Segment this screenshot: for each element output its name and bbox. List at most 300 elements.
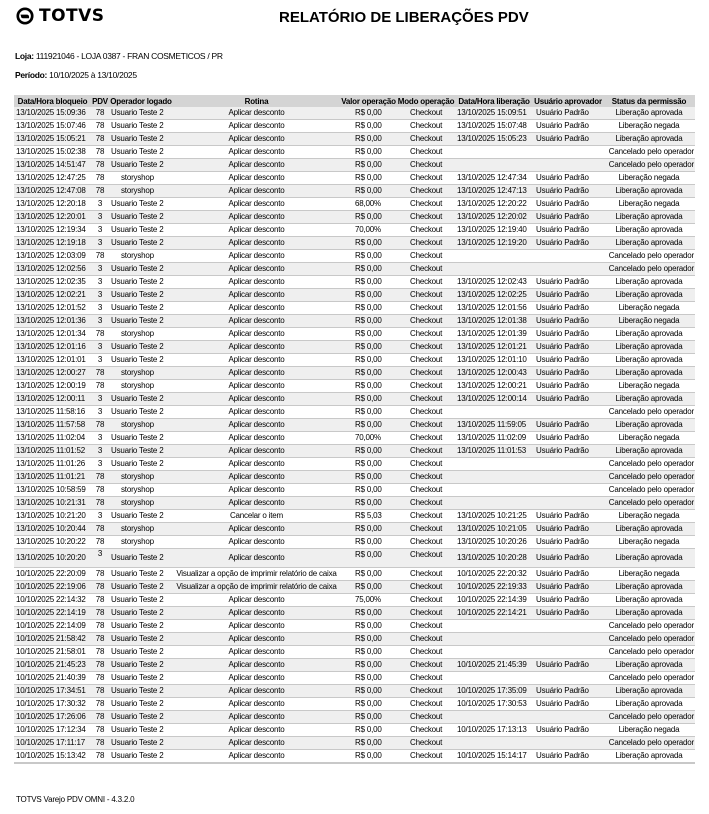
cell-operador: Usuario Teste 2 [109,354,173,367]
cell-usuario-aprovador [533,458,603,471]
cell-data-hora-bloqueio: 13/10/2025 11:01:52 [14,445,91,458]
cell-modo: Checkout [397,432,455,445]
table-row [14,263,695,276]
cell-data-hora-liberacao [455,737,533,750]
cell-rotina: Aplicar desconto [173,737,340,750]
cell-modo: Checkout [397,568,455,581]
cell-data-hora-liberacao [455,633,533,646]
cell-status: Liberação negada [603,315,695,328]
col-pdv: PDV [92,96,108,106]
cell-operador: Usuario Teste 2 [109,432,173,445]
cell-valor: R$ 0,00 [340,737,397,750]
cell-usuario-aprovador: Usuário Padrão [533,568,603,581]
cell-status: Cancelado pelo operador [603,737,695,750]
cell-data-hora-liberacao: 13/10/2025 10:21:05 [455,523,533,536]
cell-data-hora-liberacao: 10/10/2025 22:14:21 [455,607,533,620]
cell-status: Cancelado pelo operador [603,711,695,724]
cell-modo: Checkout [397,458,455,471]
cell-usuario-aprovador [533,711,603,724]
table-row [14,172,695,185]
table-row [14,315,695,328]
cell-valor: R$ 0,00 [340,133,397,146]
cell-status: Liberação aprovada [603,328,695,341]
cell-status: Liberação aprovada [603,659,695,672]
cell-modo: Checkout [397,549,455,568]
table-row [14,432,695,445]
cell-modo: Checkout [397,328,455,341]
cell-rotina: Aplicar desconto [173,172,340,185]
cell-usuario-aprovador [533,633,603,646]
cell-data-hora-liberacao: 10/10/2025 22:19:33 [455,581,533,594]
cell-data-hora-liberacao: 13/10/2025 12:02:25 [455,289,533,302]
cell-data-hora-liberacao: 13/10/2025 12:01:56 [455,302,533,315]
cell-rotina: Aplicar desconto [173,724,340,737]
cell-data-hora-bloqueio: 13/10/2025 10:58:59 [14,484,91,497]
cell-valor: R$ 0,00 [340,549,397,568]
cell-data-hora-bloqueio: 10/10/2025 22:14:09 [14,620,91,633]
cell-modo: Checkout [397,172,455,185]
cell-data-hora-bloqueio: 10/10/2025 22:14:32 [14,594,91,607]
cell-status: Liberação aprovada [603,607,695,620]
cell-modo: Checkout [397,445,455,458]
cell-pdv: 78 [91,367,109,380]
cell-usuario-aprovador: Usuário Padrão [533,185,603,198]
cell-valor: R$ 0,00 [340,724,397,737]
cell-modo: Checkout [397,633,455,646]
cell-operador: Usuario Teste 2 [109,263,173,276]
cell-operador: Usuario Teste 2 [109,568,173,581]
cell-data-hora-liberacao: 13/10/2025 12:01:38 [455,315,533,328]
cell-status: Liberação aprovada [603,523,695,536]
cell-modo: Checkout [397,380,455,393]
cell-modo: Checkout [397,224,455,237]
cell-usuario-aprovador [533,159,603,172]
cell-usuario-aprovador: Usuário Padrão [533,315,603,328]
table-row [14,380,695,393]
table-row [14,484,695,497]
cell-valor: R$ 0,00 [340,607,397,620]
cell-data-hora-liberacao: 13/10/2025 12:01:10 [455,354,533,367]
cell-pdv: 3 [91,237,109,250]
store-value: 111921046 - LOJA 0387 - FRAN COSMETICOS / PR [33,51,223,61]
cell-data-hora-bloqueio: 10/10/2025 17:30:32 [14,698,91,711]
cell-valor: R$ 0,00 [340,302,397,315]
cell-data-hora-bloqueio: 13/10/2025 12:47:25 [14,172,91,185]
cell-data-hora-liberacao: 10/10/2025 17:13:13 [455,724,533,737]
cell-data-hora-liberacao [455,458,533,471]
cell-operador: storyshop [109,250,173,263]
table-row [14,107,695,120]
cell-data-hora-liberacao: 13/10/2025 15:05:23 [455,133,533,146]
cell-valor: R$ 0,00 [340,263,397,276]
cell-data-hora-liberacao: 13/10/2025 12:20:02 [455,211,533,224]
cell-operador: Usuario Teste 2 [109,237,173,250]
cell-modo: Checkout [397,237,455,250]
cell-operador: storyshop [109,497,173,510]
cell-operador: Usuario Teste 2 [109,698,173,711]
table-row [14,659,695,672]
table-row [14,211,695,224]
cell-rotina: Aplicar desconto [173,698,340,711]
cell-modo: Checkout [397,107,455,120]
cell-data-hora-bloqueio: 13/10/2025 10:20:20 [14,549,91,568]
cell-data-hora-bloqueio: 10/10/2025 21:58:01 [14,646,91,659]
cell-pdv: 78 [91,750,109,764]
cell-data-hora-bloqueio: 10/10/2025 21:58:42 [14,633,91,646]
cell-usuario-aprovador: Usuário Padrão [533,289,603,302]
cell-status: Liberação aprovada [603,750,695,764]
table-row [14,510,695,523]
cell-valor: R$ 0,00 [340,536,397,549]
cell-rotina: Aplicar desconto [173,367,340,380]
cell-modo: Checkout [397,263,455,276]
cell-rotina: Aplicar desconto [173,594,340,607]
cell-data-hora-liberacao [455,484,533,497]
cell-data-hora-liberacao: 13/10/2025 10:20:26 [455,536,533,549]
cell-valor: R$ 0,00 [340,159,397,172]
cell-pdv: 3 [91,432,109,445]
cell-valor: R$ 0,00 [340,380,397,393]
cell-data-hora-bloqueio: 13/10/2025 12:01:34 [14,328,91,341]
cell-valor: R$ 0,00 [340,620,397,633]
cell-valor: 68,00% [340,198,397,211]
cell-usuario-aprovador: Usuário Padrão [533,133,603,146]
period-label: Período: [15,70,48,80]
cell-data-hora-bloqueio: 13/10/2025 12:02:35 [14,276,91,289]
cell-valor: R$ 0,00 [340,445,397,458]
cell-status: Cancelado pelo operador [603,263,695,276]
cell-modo: Checkout [397,276,455,289]
cell-valor: R$ 0,00 [340,419,397,432]
cell-status: Liberação aprovada [603,289,695,302]
cell-status: Liberação negada [603,172,695,185]
cell-rotina: Visualizar a opção de imprimir relatório de caixa [173,581,340,594]
table-row [14,711,695,724]
cell-data-hora-liberacao: 13/10/2025 12:19:20 [455,237,533,250]
cell-operador: Usuario Teste 2 [109,607,173,620]
cell-operador: Usuario Teste 2 [109,315,173,328]
cell-pdv: 78 [91,536,109,549]
cell-data-hora-liberacao [455,672,533,685]
table-row [14,185,695,198]
cell-usuario-aprovador: Usuário Padrão [533,549,603,568]
cell-modo: Checkout [397,367,455,380]
table-row [14,302,695,315]
cell-status: Cancelado pelo operador [603,471,695,484]
cell-status: Liberação aprovada [603,549,695,568]
cell-modo: Checkout [397,685,455,698]
cell-pdv: 78 [91,646,109,659]
cell-status: Liberação negada [603,120,695,133]
cell-pdv: 78 [91,159,109,172]
cell-operador: Usuario Teste 2 [109,406,173,419]
table-row [14,633,695,646]
table-row [14,289,695,302]
cell-usuario-aprovador: Usuário Padrão [533,581,603,594]
cell-pdv: 78 [91,380,109,393]
cell-operador: Usuario Teste 2 [109,107,173,120]
cell-pdv: 3 [91,354,109,367]
cell-pdv: 78 [91,620,109,633]
cell-data-hora-liberacao: 13/10/2025 12:01:21 [455,341,533,354]
cell-pdv: 78 [91,607,109,620]
cell-operador: Usuario Teste 2 [109,458,173,471]
cell-operador: storyshop [109,172,173,185]
cell-status: Liberação aprovada [603,107,695,120]
table-row [14,620,695,633]
cell-data-hora-bloqueio: 13/10/2025 12:01:52 [14,302,91,315]
cell-data-hora-liberacao: 13/10/2025 12:00:43 [455,367,533,380]
cell-usuario-aprovador [533,737,603,750]
cell-modo: Checkout [397,536,455,549]
cell-valor: R$ 0,00 [340,276,397,289]
cell-usuario-aprovador [533,620,603,633]
cell-data-hora-bloqueio: 13/10/2025 12:03:09 [14,250,91,263]
cell-pdv: 78 [91,497,109,510]
table-row [14,581,695,594]
cell-operador: Usuario Teste 2 [109,445,173,458]
cell-operador: Usuario Teste 2 [109,510,173,523]
cell-status: Liberação aprovada [603,224,695,237]
cell-usuario-aprovador: Usuário Padrão [533,198,603,211]
cell-modo: Checkout [397,581,455,594]
cell-operador: Usuario Teste 2 [109,659,173,672]
cell-data-hora-liberacao: 13/10/2025 11:02:09 [455,432,533,445]
cell-status: Liberação aprovada [603,419,695,432]
cell-data-hora-liberacao [455,711,533,724]
cell-status: Liberação aprovada [603,393,695,406]
cell-data-hora-liberacao: 13/10/2025 12:00:21 [455,380,533,393]
footer-version: TOTVS Varejo PDV OMNI - 4.3.2.0 [16,795,135,804]
cell-modo: Checkout [397,133,455,146]
cell-valor: R$ 0,00 [340,471,397,484]
cell-valor: R$ 0,00 [340,237,397,250]
cell-status: Cancelado pelo operador [603,458,695,471]
cell-pdv: 3 [91,393,109,406]
cell-rotina: Aplicar desconto [173,536,340,549]
cell-valor: R$ 0,00 [340,211,397,224]
cell-data-hora-liberacao: 10/10/2025 17:30:53 [455,698,533,711]
cell-pdv: 78 [91,107,109,120]
cell-usuario-aprovador: Usuário Padrão [533,120,603,133]
cell-valor: R$ 0,00 [340,250,397,263]
cell-operador: Usuario Teste 2 [109,594,173,607]
cell-data-hora-bloqueio: 10/10/2025 21:40:39 [14,672,91,685]
cell-pdv: 78 [91,146,109,159]
cell-rotina: Aplicar desconto [173,198,340,211]
cell-operador: Usuario Teste 2 [109,750,173,764]
cell-pdv: 3 [91,341,109,354]
cell-modo: Checkout [397,523,455,536]
releases-table [14,95,695,764]
cell-data-hora-bloqueio: 10/10/2025 17:12:34 [14,724,91,737]
cell-operador: storyshop [109,536,173,549]
cell-modo: Checkout [397,698,455,711]
cell-data-hora-bloqueio: 13/10/2025 12:20:18 [14,198,91,211]
cell-rotina: Cancelar o item [173,510,340,523]
table-row [14,445,695,458]
cell-data-hora-bloqueio: 13/10/2025 11:02:04 [14,432,91,445]
col-modo-operacao: Modo operação [397,96,455,106]
cell-status: Cancelado pelo operador [603,146,695,159]
cell-data-hora-liberacao: 13/10/2025 10:21:25 [455,510,533,523]
cell-rotina: Aplicar desconto [173,406,340,419]
cell-data-hora-liberacao: 13/10/2025 12:02:43 [455,276,533,289]
cell-data-hora-liberacao: 13/10/2025 12:20:22 [455,198,533,211]
cell-rotina: Aplicar desconto [173,211,340,224]
cell-modo: Checkout [397,211,455,224]
cell-usuario-aprovador: Usuário Padrão [533,211,603,224]
cell-usuario-aprovador: Usuário Padrão [533,523,603,536]
cell-data-hora-bloqueio: 10/10/2025 22:14:19 [14,607,91,620]
table-row [14,393,695,406]
cell-data-hora-bloqueio: 13/10/2025 15:05:21 [14,133,91,146]
cell-data-hora-liberacao: 10/10/2025 21:45:39 [455,659,533,672]
cell-rotina: Aplicar desconto [173,185,340,198]
table-row [14,536,695,549]
table-row [14,120,695,133]
cell-valor: 70,00% [340,432,397,445]
cell-operador: storyshop [109,471,173,484]
cell-valor: R$ 0,00 [340,646,397,659]
cell-status: Liberação aprovada [603,445,695,458]
cell-modo: Checkout [397,406,455,419]
cell-pdv: 78 [91,633,109,646]
cell-pdv: 78 [91,471,109,484]
col-usuario-aprovador: Usuário aprovador [534,96,602,106]
col-status-permissao: Status da permissão [603,95,695,107]
cell-rotina: Aplicar desconto [173,224,340,237]
cell-data-hora-liberacao: 13/10/2025 12:47:34 [455,172,533,185]
cell-data-hora-liberacao: 13/10/2025 15:09:51 [455,107,533,120]
cell-pdv: 78 [91,698,109,711]
cell-valor: R$ 0,00 [340,750,397,764]
table-row [14,568,695,581]
cell-usuario-aprovador [533,497,603,510]
cell-status: Liberação negada [603,380,695,393]
cell-data-hora-liberacao: 13/10/2025 12:19:40 [455,224,533,237]
table-row [14,685,695,698]
cell-pdv: 3 [91,445,109,458]
cell-modo: Checkout [397,711,455,724]
table-row [14,750,695,764]
cell-data-hora-bloqueio: 13/10/2025 10:21:20 [14,510,91,523]
cell-operador: storyshop [109,380,173,393]
store-filter [15,51,223,61]
cell-operador: Usuario Teste 2 [109,133,173,146]
cell-modo: Checkout [397,315,455,328]
cell-data-hora-bloqueio: 10/10/2025 17:11:17 [14,737,91,750]
cell-rotina: Aplicar desconto [173,432,340,445]
period-filter [15,70,137,80]
cell-rotina: Visualizar a opção de imprimir relatório de caixa [173,568,340,581]
cell-modo: Checkout [397,594,455,607]
cell-operador: Usuario Teste 2 [109,276,173,289]
cell-data-hora-bloqueio: 13/10/2025 10:20:44 [14,523,91,536]
cell-operador: Usuario Teste 2 [109,633,173,646]
cell-data-hora-liberacao [455,250,533,263]
table-row [14,406,695,419]
cell-status: Liberação negada [603,568,695,581]
cell-operador: Usuario Teste 2 [109,211,173,224]
cell-status: Liberação aprovada [603,341,695,354]
cell-modo: Checkout [397,302,455,315]
table-row [14,198,695,211]
cell-operador: Usuario Teste 2 [109,685,173,698]
cell-status: Liberação aprovada [603,354,695,367]
cell-usuario-aprovador [533,250,603,263]
cell-data-hora-bloqueio: 13/10/2025 15:09:36 [14,107,91,120]
cell-status: Liberação aprovada [603,211,695,224]
cell-data-hora-bloqueio: 10/10/2025 22:20:09 [14,568,91,581]
col-data-hora-bloqueio: Data/Hora bloqueio [14,95,91,107]
cell-operador: storyshop [109,523,173,536]
cell-modo: Checkout [397,672,455,685]
cell-data-hora-liberacao: 13/10/2025 10:20:28 [455,549,533,568]
cell-modo: Checkout [397,341,455,354]
cell-data-hora-bloqueio: 13/10/2025 12:47:08 [14,185,91,198]
col-rotina: Rotina [173,95,340,107]
cell-pdv: 3 [91,276,109,289]
cell-status: Liberação aprovada [603,276,695,289]
table-row [14,607,695,620]
cell-status: Liberação negada [603,510,695,523]
cell-data-hora-bloqueio: 13/10/2025 15:07:46 [14,120,91,133]
cell-operador: Usuario Teste 2 [109,672,173,685]
cell-status: Cancelado pelo operador [603,620,695,633]
cell-rotina: Aplicar desconto [173,302,340,315]
cell-rotina: Aplicar desconto [173,549,340,568]
cell-pdv: 3 [91,198,109,211]
cell-data-hora-liberacao: 10/10/2025 15:14:17 [455,750,533,764]
cell-valor: R$ 0,00 [340,315,397,328]
cell-modo: Checkout [397,659,455,672]
cell-usuario-aprovador: Usuário Padrão [533,237,603,250]
cell-usuario-aprovador: Usuário Padrão [533,276,603,289]
cell-operador: Usuario Teste 2 [109,737,173,750]
cell-modo: Checkout [397,724,455,737]
cell-data-hora-liberacao [455,146,533,159]
cell-usuario-aprovador: Usuário Padrão [533,685,603,698]
cell-pdv: 78 [91,685,109,698]
cell-operador: Usuario Teste 2 [109,393,173,406]
cell-rotina: Aplicar desconto [173,458,340,471]
cell-data-hora-bloqueio: 13/10/2025 12:02:21 [14,289,91,302]
cell-valor: R$ 0,00 [340,120,397,133]
table-row [14,146,695,159]
cell-valor: R$ 0,00 [340,659,397,672]
cell-pdv: 3 [91,289,109,302]
cell-status: Liberação aprovada [603,237,695,250]
cell-rotina: Aplicar desconto [173,672,340,685]
cell-data-hora-liberacao: 10/10/2025 22:20:32 [455,568,533,581]
cell-data-hora-bloqueio: 13/10/2025 15:02:38 [14,146,91,159]
cell-usuario-aprovador: Usuário Padrão [533,107,603,120]
cell-modo: Checkout [397,146,455,159]
totvs-logo [16,6,105,26]
table-row [14,328,695,341]
cell-pdv: 78 [91,724,109,737]
cell-status: Liberação aprovada [603,185,695,198]
cell-data-hora-liberacao [455,471,533,484]
cell-status: Liberação aprovada [603,698,695,711]
table-row [14,458,695,471]
cell-pdv: 78 [91,581,109,594]
cell-valor: R$ 0,00 [340,581,397,594]
cell-valor: R$ 0,00 [340,484,397,497]
cell-data-hora-liberacao: 13/10/2025 12:00:14 [455,393,533,406]
cell-operador: Usuario Teste 2 [109,120,173,133]
